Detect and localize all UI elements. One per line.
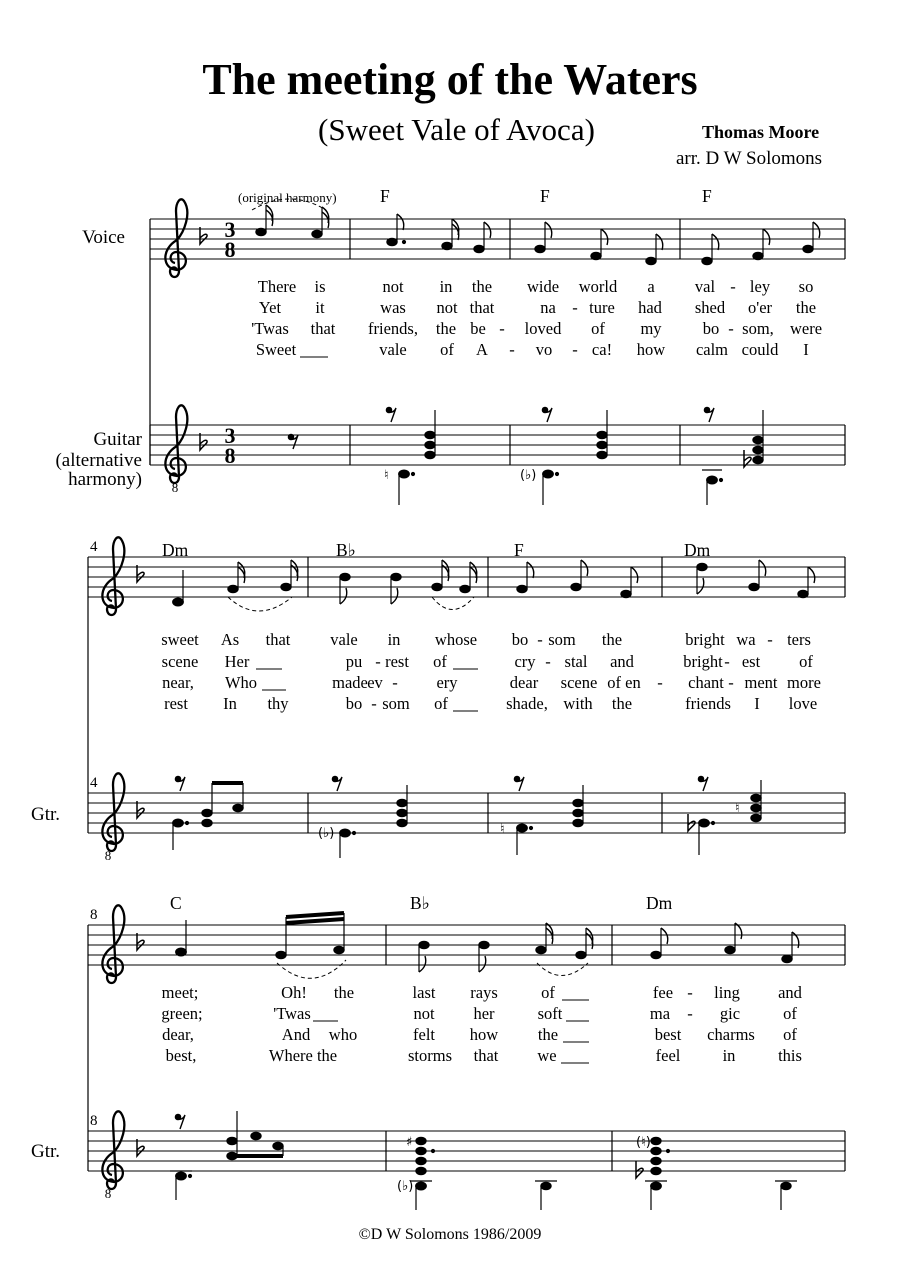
- time-sig-top: 3: [224, 423, 236, 448]
- natural-sign: (♮): [636, 1135, 651, 1150]
- lyric-syllable: -: [392, 673, 398, 692]
- label-guitar: Guitar: [93, 429, 142, 450]
- lyric-syllable: -: [687, 1004, 693, 1023]
- lyric-syllable: in: [387, 630, 401, 649]
- lyric-syllable: and: [610, 652, 634, 671]
- lyric-syllable: vo: [535, 340, 553, 359]
- lyric-syllable: -: [545, 652, 551, 671]
- lyric-syllable: shade,: [506, 694, 548, 713]
- lyric-syllable: of: [591, 319, 605, 338]
- lyric-syllable: na: [540, 298, 556, 317]
- chord-symbol: Dm: [684, 540, 711, 560]
- guitar-notes: [170, 407, 797, 1210]
- lyric-syllable: who: [328, 1025, 358, 1044]
- label-voice: Voice: [82, 227, 125, 248]
- lyric-syllable: -: [724, 652, 730, 671]
- chord-symbol: Dm: [646, 893, 673, 913]
- lyric-syllable: -: [730, 277, 736, 296]
- lyric-syllable: dear: [509, 673, 539, 692]
- lyric-syllable: ley: [749, 277, 771, 296]
- lyric-syllable: thy: [267, 694, 289, 713]
- lyric-syllable: Yet: [258, 298, 282, 317]
- lyric-syllable: dear,: [162, 1025, 194, 1044]
- lyric-syllable: love: [788, 694, 818, 713]
- lyric-syllable: of: [783, 1025, 797, 1044]
- lyric-syllable: best: [654, 1025, 682, 1044]
- lyric-syllable: the: [601, 630, 623, 649]
- lyric-syllable: val: [694, 277, 716, 296]
- lyric-syllable: of en: [607, 673, 641, 692]
- chord-symbol: F: [540, 186, 550, 206]
- lyric-syllable: storms: [407, 1046, 453, 1065]
- lyric-syllable: -: [728, 319, 734, 338]
- lyric-syllable: A: [476, 340, 488, 359]
- chord-symbol: F: [702, 186, 712, 206]
- natural-sign: ♮: [500, 822, 505, 837]
- lyrics-s3: [161, 983, 802, 1065]
- chord-symbol: B♭: [410, 893, 430, 913]
- lyric-syllable: som,: [742, 319, 774, 338]
- lyric-syllable: felt: [413, 1025, 435, 1044]
- lyric-syllable: ev: [367, 673, 383, 692]
- lyric-syllable: how: [636, 340, 666, 359]
- lyric-syllable: -: [728, 673, 734, 692]
- lyric-syllable: that: [265, 630, 291, 649]
- annotation-original-harmony: (original harmony): [238, 190, 337, 205]
- lyric-syllable: ment: [744, 673, 778, 692]
- chord-symbol: Dm: [162, 540, 189, 560]
- lyric-syllable: how: [469, 1025, 499, 1044]
- lyrics: [161, 277, 822, 1065]
- lyric-syllable: my: [640, 319, 662, 338]
- chord-symbol: C: [170, 893, 182, 913]
- lyric-syllable: scene: [560, 673, 598, 692]
- lyric-syllable: rays: [470, 983, 498, 1002]
- lyric-syllable: 'Twas: [273, 1004, 311, 1023]
- lyric-syllable: best,: [165, 1046, 197, 1065]
- lyric-syllable: in: [439, 277, 453, 296]
- lyric-syllable: it: [315, 298, 325, 317]
- flat-sign: (♭): [520, 468, 537, 483]
- lyric-syllable: som: [382, 694, 410, 713]
- lyric-syllable: meet;: [161, 983, 199, 1002]
- lyric-syllable: were: [789, 319, 823, 338]
- lyric-syllable: -: [537, 630, 543, 649]
- lyric-syllable: not: [413, 1004, 435, 1023]
- lyric-syllable: I: [754, 694, 760, 713]
- lyric-syllable: the: [795, 298, 817, 317]
- lyric-syllable: of: [541, 983, 555, 1002]
- flat-sign: (♭): [318, 826, 335, 841]
- natural-sign: ♮: [735, 801, 740, 816]
- lyric-syllable: of: [433, 652, 447, 671]
- measure-number: 8: [90, 1113, 98, 1129]
- lyric-syllable: more: [787, 673, 821, 692]
- lyric-syllable: There: [257, 277, 297, 296]
- lyric-syllable: -: [572, 298, 578, 317]
- lyric-syllable: was: [380, 298, 406, 317]
- lyric-syllable: in: [722, 1046, 736, 1065]
- lyric-syllable: that: [469, 298, 495, 317]
- lyric-syllable: rest: [164, 694, 188, 713]
- lyric-syllable: loved: [524, 319, 562, 338]
- lyric-syllable: vale: [379, 340, 407, 359]
- chord-symbol: B♭: [336, 540, 356, 560]
- label-guitar-sub: (alternative: [55, 450, 142, 471]
- sharp-sign: ♯: [406, 1135, 413, 1150]
- lyric-syllable: made: [332, 673, 368, 692]
- lyric-syllable: As: [220, 630, 240, 649]
- lyric-syllable: -: [657, 673, 663, 692]
- lyric-syllable: And: [281, 1025, 311, 1044]
- octave-mark: 8: [104, 848, 112, 863]
- label-gtr: Gtr.: [30, 1141, 60, 1162]
- lyric-syllable: feel: [655, 1046, 681, 1065]
- lyric-syllable: fee: [652, 983, 674, 1002]
- lyric-syllable: green;: [161, 1004, 203, 1023]
- chord-symbol: F: [514, 540, 524, 560]
- lyric-syllable: shed: [694, 298, 726, 317]
- lyric-syllable: 'Twas: [251, 319, 289, 338]
- lyric-syllable: be: [470, 319, 486, 338]
- time-sig-top: 3: [224, 217, 236, 242]
- lyric-syllable: bright: [683, 652, 723, 671]
- lyric-syllable: the: [537, 1025, 559, 1044]
- lyric-syllable: I: [803, 340, 809, 359]
- time-sig-bottom: 8: [224, 443, 236, 468]
- copyright-notice: ©D W Solomons 1986/2009: [358, 1226, 542, 1243]
- lyric-syllable: and: [778, 983, 802, 1002]
- lyric-syllable: charms: [707, 1025, 755, 1044]
- lyric-syllable: cry: [514, 652, 536, 671]
- measure-number: 4: [90, 539, 98, 555]
- chord-symbols: [162, 186, 712, 913]
- lyrics-s1: [251, 277, 822, 359]
- lyric-syllable: wa: [736, 630, 756, 649]
- lyric-syllable: vale: [330, 630, 358, 649]
- label-gtr: Gtr.: [30, 804, 60, 825]
- lyric-syllable: -: [572, 340, 578, 359]
- time-signatures: [225, 217, 236, 468]
- lyric-syllable: ling: [714, 983, 740, 1002]
- lyric-syllable: the: [435, 319, 457, 338]
- measure-number: 8: [90, 907, 98, 923]
- lyric-syllable: In: [223, 694, 237, 713]
- lyric-syllable: -: [767, 630, 773, 649]
- lyric-syllable: of: [783, 1004, 797, 1023]
- lyric-syllable: bo: [345, 694, 363, 713]
- lyric-syllable: -: [371, 694, 377, 713]
- lyric-syllable: bright: [685, 630, 725, 649]
- lyric-syllable: -: [375, 652, 381, 671]
- lyric-syllable: pu: [345, 652, 363, 671]
- octave-mark: 8: [171, 480, 179, 495]
- lyrics-s2: [161, 630, 821, 713]
- lyric-syllable: Where the: [268, 1046, 338, 1065]
- lyric-syllable: the: [611, 694, 633, 713]
- lyric-syllable: the: [471, 277, 493, 296]
- measure-numbers: [90, 539, 98, 1129]
- lyric-syllable: of: [440, 340, 454, 359]
- lyric-syllable: Sweet: [255, 340, 297, 359]
- lyric-syllable: near,: [162, 673, 194, 692]
- lyric-syllable: som: [548, 630, 576, 649]
- lyric-syllable: stal: [564, 652, 588, 671]
- lyric-syllable: est: [741, 652, 761, 671]
- lyric-syllable: of: [434, 694, 448, 713]
- lyric-syllable: wide: [526, 277, 560, 296]
- measure-number: 4: [90, 775, 98, 791]
- lyric-syllable: we: [537, 1046, 557, 1065]
- lyric-syllable: that: [473, 1046, 499, 1065]
- lyric-syllable: Who: [224, 673, 258, 692]
- lyric-syllable: chant: [688, 673, 724, 692]
- lyric-syllable: friends,: [368, 319, 418, 338]
- lyric-syllable: is: [314, 277, 326, 296]
- lyric-syllable: with: [563, 694, 593, 713]
- lyric-syllable: that: [310, 319, 336, 338]
- lyric-syllable: scene: [161, 652, 199, 671]
- lyric-syllable: not: [382, 277, 404, 296]
- lyric-syllable: whose: [434, 630, 478, 649]
- octave-mark: 8: [104, 1186, 112, 1201]
- natural-sign: ♮: [384, 468, 389, 483]
- lyric-syllable: friends: [685, 694, 731, 713]
- instrument-labels: [31, 227, 143, 1162]
- lyric-syllable: ca!: [591, 340, 613, 359]
- lyric-syllable: of: [799, 652, 813, 671]
- lyric-syllable: not: [436, 298, 458, 317]
- lyric-syllable: soft: [537, 1004, 563, 1023]
- label-guitar-sub: harmony): [68, 469, 142, 490]
- lyric-syllable: calm: [695, 340, 729, 359]
- lyric-syllable: -: [499, 319, 505, 338]
- lyric-syllable: o'er: [747, 298, 773, 317]
- lyric-syllable: this: [778, 1046, 802, 1065]
- song-subtitle: (Sweet Vale of Avoca): [318, 112, 595, 147]
- lyric-syllable: gic: [719, 1004, 741, 1023]
- lyric-syllable: last: [412, 983, 436, 1002]
- lyric-syllable: the: [333, 983, 355, 1002]
- lyric-syllable: world: [578, 277, 618, 296]
- flat-sign: (♭): [397, 1179, 414, 1194]
- song-title: The meeting of the Waters: [202, 55, 698, 104]
- time-sig-bottom: 8: [224, 237, 236, 262]
- lyric-syllable: her: [473, 1004, 495, 1023]
- lyric-syllable: bo: [511, 630, 529, 649]
- lyric-syllable: a: [647, 277, 655, 296]
- lyric-syllable: Oh!: [281, 983, 307, 1002]
- lyric-syllable: ery: [436, 673, 458, 692]
- lyric-syllable: -: [687, 983, 693, 1002]
- lyric-syllable: ma: [649, 1004, 671, 1023]
- lyric-syllable: rest: [385, 652, 409, 671]
- lyric-syllable: -: [509, 340, 515, 359]
- composer-credit: Thomas Moore: [702, 122, 820, 142]
- lyric-syllable: had: [638, 298, 662, 317]
- lyric-syllable: sweet: [161, 630, 199, 649]
- lyric-syllable: so: [798, 277, 814, 296]
- lyric-syllable: could: [741, 340, 779, 359]
- lyric-syllable: ters: [787, 630, 811, 649]
- lyric-syllable: Her: [224, 652, 250, 671]
- arranger-credit: arr. D W Solomons: [676, 148, 823, 169]
- lyric-syllable: bo: [702, 319, 720, 338]
- chord-symbol: F: [380, 186, 390, 206]
- lyric-syllable: ture: [589, 298, 615, 317]
